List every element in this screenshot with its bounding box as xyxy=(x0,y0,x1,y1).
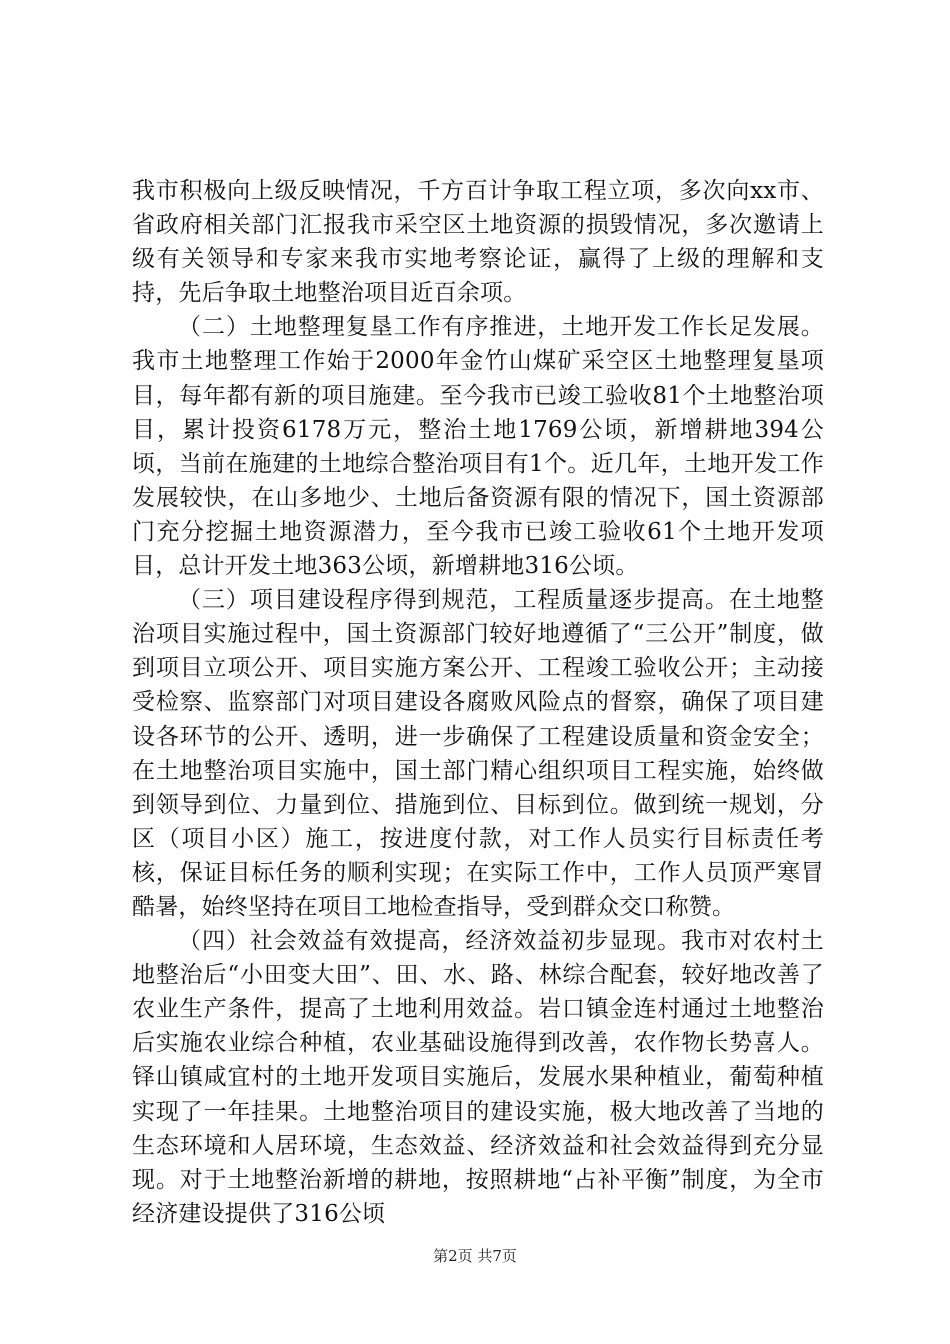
page-number-footer: 第2页 共7页 xyxy=(433,1247,517,1265)
document-body xyxy=(132,174,824,1231)
paragraph-section-4: （四）社会效益有效提高，经济效益初步显现。我市对农村土地整治后“小田变大田”、田、水、路、林综合配套，较好地改善了农业生产条件，提高了土地利用效益。岩口镇金连村通过土地整治后实施农业综合种植，农业基础设施得到改善，农作物长势喜人。铎山镇咸宜村的土地开发项目实施后，发展水果种植业，葡萄种植实现了一年挂果。土地整治项目的建设实施，极大地改善了当地的生态环境和人居环境，生态效益、经济效益和社会效益得到充分显现。对于土地整治新增的耕地，按照耕地“占补平衡”制度，为全市经济建设提供了316公顷 xyxy=(132,928,824,1227)
paragraph-section-3: （三）项目建设程序得到规范，工程质量逐步提高。在土地整治项目实施过程中，国土资源部门较好地遵循了“三公开”制度，做到项目立项公开、项目实施方案公开、工程竣工验收公开；主动接受检察、监察部门对项目建设各腐败风险点的督察，确保了项目建设各环节的公开、透明，进一步确保了工程建设质量和资金安全；在土地整治项目实施中，国土部门精心组织项目工程实施，始终做到领导到位、力量到位、措施到位、目标到位。做到统一规划，分区（项目小区）施工，按进度付款，对工作人员实行目标责任考核，保证目标任务的顺利实现；在实际工作中，工作人员顶严寒冒酷暑，始终坚持在项目工地检查指导，受到群众交口称赞。 xyxy=(132,587,824,920)
paragraph-section-2: （二）土地整理复垦工作有序推进，土地开发工作长足发展。我市土地整理工作始于2000年金竹山煤矿采空区土地整理复垦项目，每年都有新的项目施建。至今我市已竣工验收81个土地整治项目，累计投资6178万元，整治土地1769公顷，新增耕地394公顷，当前在施建的土地综合整治项目有1个。近几年，土地开发工作发展较快，在山多地少、土地后备资源有限的情况下，国土资源部门充分挖掘土地资源潜力，至今我市已竣工验收61个土地开发项目，总计开发土地363公顷，新增耕地316公顷。 xyxy=(132,314,824,580)
paragraph-intro: 我市积极向上级反映情况，千方百计争取工程立项，多次向xx市、省政府相关部门汇报我市采空区土地资源的损毁情况，多次邀请上级有关领导和专家来我市实地考察论证，赢得了上级的理解和支持，先后争取土地整治项目近百余项。 xyxy=(132,178,824,307)
